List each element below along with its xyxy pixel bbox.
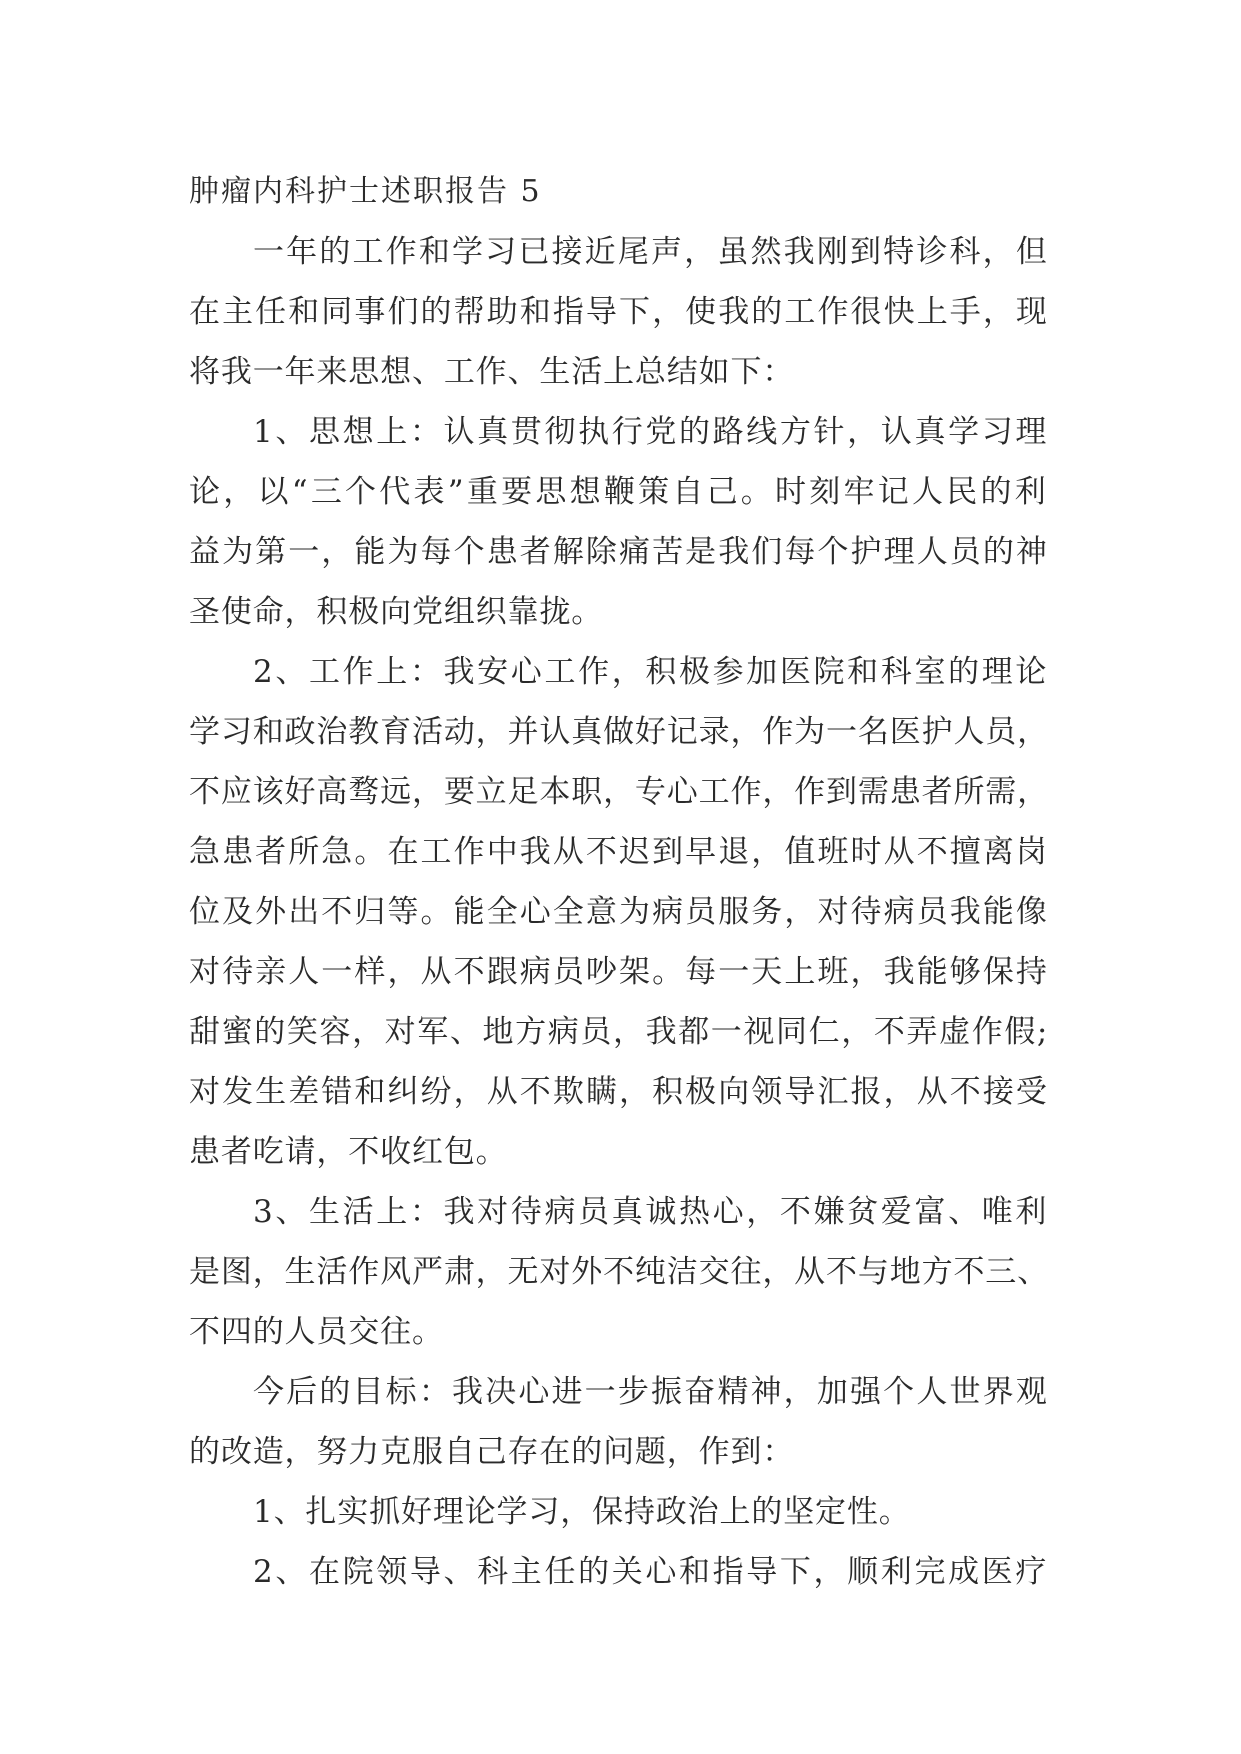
text-line: 将我一年来思想、工作、生活上总结如下： xyxy=(189,354,795,390)
text-line: 3、生活上：我对待病员真诚热心，不嫌贫爱富、唯利 xyxy=(253,1194,1049,1230)
text-line: 患者吃请，不收红包。 xyxy=(189,1134,508,1170)
text-line: 急患者所急。在工作中我从不迟到早退，值班时从不擅离岗 xyxy=(189,834,1049,870)
text-line: 今后的目标：我决心进一步振奋精神，加强个人世界观 xyxy=(253,1374,1049,1410)
text-line: 在主任和同事们的帮助和指导下，使我的工作很快上手，现 xyxy=(189,294,1049,330)
text-line: 1、思想上：认真贯彻执行党的路线方针，认真学习理 xyxy=(253,414,1049,450)
text-line: 学习和政治教育活动，并认真做好记录，作为一名医护人员， xyxy=(189,714,1049,750)
text-line: 的改造，努力克服自己存在的问题，作到： xyxy=(189,1434,795,1470)
document-lines xyxy=(189,222,1049,1602)
text-line: 不四的人员交往。 xyxy=(189,1314,444,1350)
text-line: 对待亲人一样，从不跟病员吵架。每一天上班，我能够保持 xyxy=(189,954,1049,990)
text-line: 不应该好高骛远，要立足本职，专心工作，作到需患者所需， xyxy=(189,774,1049,810)
text-line: 2、在院领导、科主任的关心和指导下，顺利完成医疗 xyxy=(253,1554,1049,1590)
text-line: 1、扎实抓好理论学习，保持政治上的坚定性。 xyxy=(253,1494,911,1530)
document-body xyxy=(189,162,1049,1602)
text-line: 对发生差错和纠纷，从不欺瞒，积极向领导汇报，从不接受 xyxy=(189,1074,1049,1110)
text-line: 甜蜜的笑容，对军、地方病员，我都一视同仁，不弄虚作假; xyxy=(189,1014,1049,1050)
text-line: 一年的工作和学习已接近尾声，虽然我刚到特诊科，但 xyxy=(253,234,1049,270)
document-title: 肿瘤内科护士述职报告 5 xyxy=(189,174,542,209)
text-line: 论，以“三个代表”重要思想鞭策自己。时刻牢记人民的利 xyxy=(189,474,1049,510)
text-line: 是图，生活作风严肃，无对外不纯洁交往，从不与地方不三、 xyxy=(189,1254,1049,1290)
text-line: 2、工作上：我安心工作，积极参加医院和科室的理论 xyxy=(253,654,1049,690)
text-line: 圣使命，积极向党组织靠拢。 xyxy=(189,594,604,630)
text-line: 益为第一，能为每个患者解除痛苦是我们每个护理人员的神 xyxy=(189,534,1049,570)
text-line: 位及外出不归等。能全心全意为病员服务，对待病员我能像 xyxy=(189,894,1049,930)
